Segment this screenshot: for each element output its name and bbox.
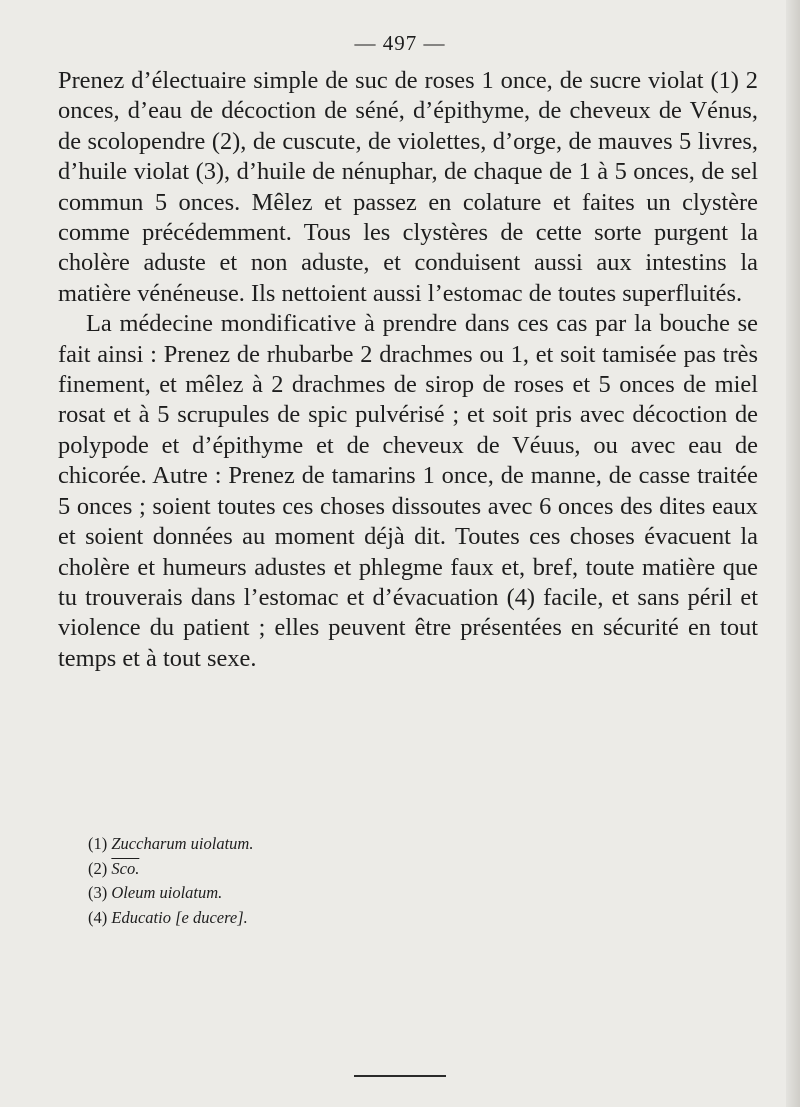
bottom-rule bbox=[354, 1075, 446, 1077]
footnote-4 bbox=[88, 906, 253, 931]
footnote-3 bbox=[88, 881, 253, 906]
footnote-1 bbox=[88, 832, 253, 857]
footnotes bbox=[88, 832, 253, 930]
footnote-text: Zuccharum uiolatum. bbox=[111, 834, 254, 853]
page-edge bbox=[786, 0, 800, 1107]
page-number: — 497 — bbox=[354, 31, 446, 55]
footnote-number: (1) bbox=[88, 834, 108, 853]
footnote-number: (4) bbox=[88, 907, 108, 927]
footnote-number: (2) bbox=[88, 858, 108, 878]
footnote-text: Sco. bbox=[111, 858, 140, 878]
footnote-text: Educatio [e ducere]. bbox=[111, 907, 248, 927]
paragraph-1: Prenez d’électuaire simple de suc de roses 1 once, de sucre violat (1) 2 onces, d’eau de décoction de séné, d’épithyme, de cheveux de Vénus, de scolopendre (2), de cuscute, de violettes, d’orge, de mauves 5 livres, d’huile violat (3), d’huile de nénuphar, de chaque de 1 à 5 onces, de sel commun 5 onces. Mêlez et passez en colature et faites un clystère comme précédemment. Tous les clystères de cette sorte purgent la cholère aduste et non aduste, et conduisent aussi aux intestins la matière vénéneuse. Ils nettoient aussi l’estomac de toutes superfluités. bbox=[58, 67, 758, 307]
footnote-2 bbox=[88, 857, 253, 882]
body-text bbox=[58, 66, 758, 674]
footnote-number: (3) bbox=[88, 883, 108, 902]
paragraph-2: La médecine mondificative à prendre dans ces cas par la bouche se fait ainsi : Prenez de rhubarbe 2 drachmes ou 1, et soit tamisée pas très finement, et mêlez à 2 drachmes de sirop de roses et 5 onces de miel rosat et à 5 scrupules de spic pulvérisé ; et soit pris avec décoction de polypode et d’épithyme et de cheveux de Véuus, ou avec eau de chicorée. Autre : Prenez de tamarins 1 once, de manne, de casse traitée 5 onces ; soient toutes ces choses dissoutes avec 6 onces des dites eaux et soient données au moment déjà dit. Toutes ces choses évacuent la cholère et humeurs adustes et phlegme faux et, bref, toute matière que tu trouverais dans l’estomac et d’évacuation (4) facile, et sans péril et violence du patient ; elles peuvent être présentées en sécurité en tout temps et à tout sexe. bbox=[58, 310, 758, 672]
footnote-text: Oleum uiolatum. bbox=[111, 883, 223, 902]
